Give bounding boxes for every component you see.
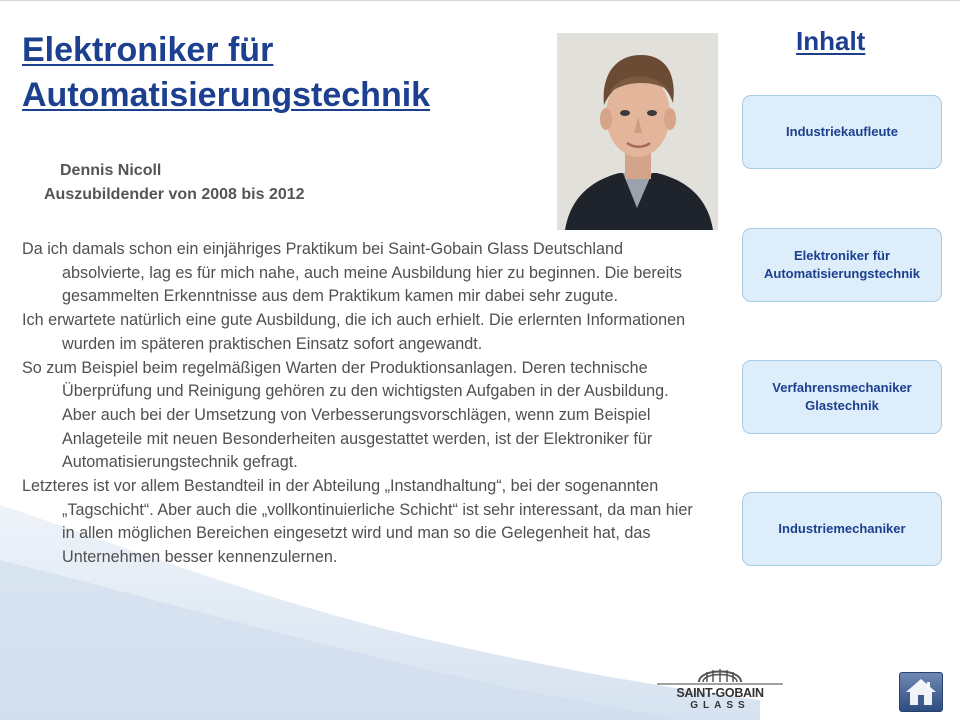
nav-button-label: Verfahrensmechaniker xyxy=(772,380,912,395)
saint-gobain-logo xyxy=(655,660,785,712)
sidebar-heading xyxy=(796,26,865,57)
nav-button-label: Industriemechaniker xyxy=(778,521,906,536)
page-title-line-1: Elektroniker für xyxy=(22,31,274,69)
testimonial-text xyxy=(22,238,702,570)
testimonial-paragraph: So zum Beispiel beim regelmäßigen Warten der Produktionsanlagen. Deren technische Überprüfung und Reinigung gehören zu den wichtigsten Aufgaben in der Ausbildung. Aber auch bei der Umsetzung von Verbesserungsvorschlägen, wenn zum Beispiel Anlageteile mit neuen Besonderheiten ausgestattet werden, ist der Elektroniker für Automatisierungstechnik gefragt. xyxy=(22,358,669,472)
portrait-photo xyxy=(557,33,718,230)
page-title-line-2: Automatisierungstechnik xyxy=(22,76,431,114)
nav-button-label: Elektroniker für xyxy=(793,248,891,263)
page-title xyxy=(22,28,430,118)
nav-button-label: Glastechnik xyxy=(805,398,879,413)
nav-button-label: Automatisierungstechnik xyxy=(763,266,921,281)
person-role: Auszubildender von 2008 bis 2012 xyxy=(44,186,305,203)
nav-button-industriekaufleute[interactable] xyxy=(742,95,942,169)
testimonial-paragraph: Ich erwartete natürlich eine gute Ausbildung, die ich auch erhielt. Die erlernten Informationen wurden im späteren praktischen Einsatz sofort angewandt. xyxy=(22,311,686,353)
sidebar-heading-link[interactable]: Inhalt xyxy=(796,26,866,56)
home-icon xyxy=(900,673,942,711)
nav-button-industriemechaniker[interactable] xyxy=(742,492,942,566)
logo-arches-icon xyxy=(655,660,785,686)
home-button[interactable] xyxy=(899,672,943,712)
page-title-link[interactable] xyxy=(22,28,430,118)
top-divider xyxy=(0,0,960,1)
person-name: Dennis Nicoll xyxy=(60,162,162,179)
nav-button-label: Industriekaufleute xyxy=(786,124,898,139)
nav-button-elektroniker[interactable] xyxy=(742,228,942,302)
testimonial-paragraph: Da ich damals schon ein einjähriges Praktikum bei Saint-Gobain Glass Deutschland absolvierte, lag es für mich nahe, auch meine Ausbildung hier zu beginnen. Die bereits gesammelten Erkenntnisse aus dem Praktikum kamen mir dabei sehr zugute. xyxy=(22,240,682,306)
logo-wordmark: SAINT-GOBAIN xyxy=(676,686,764,700)
logo-subtext: GLASS xyxy=(690,700,750,711)
nav-button-verfahrensmechaniker[interactable] xyxy=(742,360,942,434)
testimonial-paragraph: Letzteres ist vor allem Bestandteil in der Abteilung „Instandhaltung“, bei der sogenannten „Tagschicht“. Aber auch die „vollkontinuierliche Schicht“ ist sehr interessant, da man hier in allen möglichen Bereichen eingesetzt wird und man so die Gelegenheit hat, das Unternehmen besser kennenzulernen. xyxy=(22,477,693,567)
